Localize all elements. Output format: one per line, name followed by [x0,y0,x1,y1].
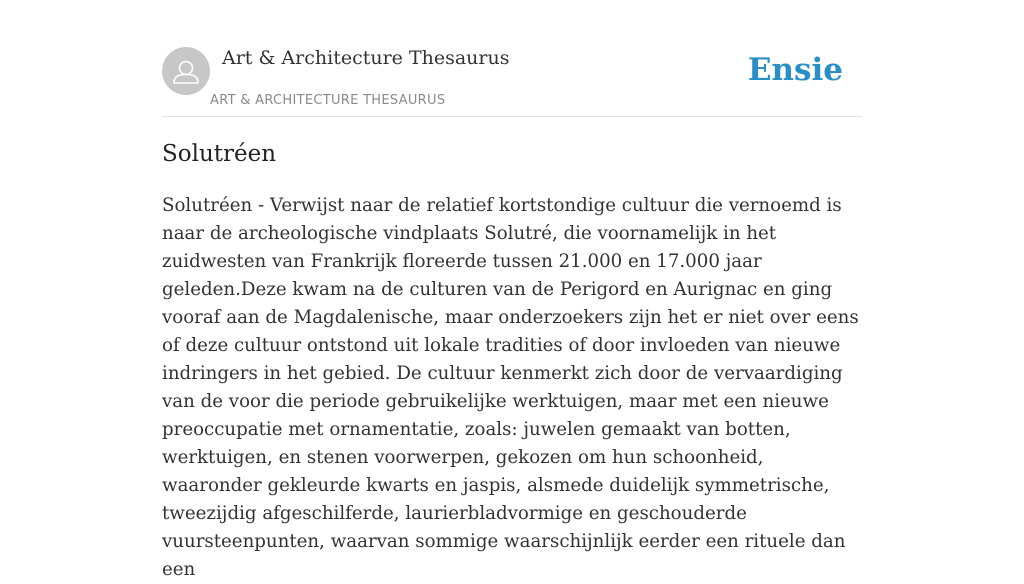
page-title: Solutréen [162,141,277,167]
ensie-logo[interactable]: Ensie [747,52,843,88]
source-header [162,46,862,117]
user-icon[interactable] [162,47,210,95]
entry-body: Solutréen - Verwijst naar de relatief kortstondige cultuur die vernoemd is naar de archeologische vindplaats Solutré, die voornamelijk in het zuidwesten van Frankrijk floreerde tussen 21.000 en 17.000 jaar geleden.Deze kwam na de culturen van de Perigord en Aurignac en ging vooraf aan de Magdalenische, maar onderzoekers zijn het er niet over eens of deze cultuur ontstond uit lokale tradities of door invloeden van nieuwe indringers in het gebied. De cultuur kenmerkt zich door de vervaardiging van de voor die periode gebruikelijke werktuigen, maar met een nieuwe preoccupatie met ornamentatie, zoals: juwelen gemaakt van botten, werktuigen, en stenen voorwerpen, gekozen om hun schoonheid, waaronder gekleurde kwarts en jaspis, alsmede duidelijk symmetrische, tweezijdig afgeschilferde, laurierbladvormige en geschouderde vuursteenpunten, waarvan sommige waarschijnlijk eerder een rituele dan een [162,195,859,580]
source-subtitle[interactable]: ART & ARCHITECTURE THESAURUS [210,93,446,108]
source-title[interactable]: Art & Architecture Thesaurus [222,47,510,69]
